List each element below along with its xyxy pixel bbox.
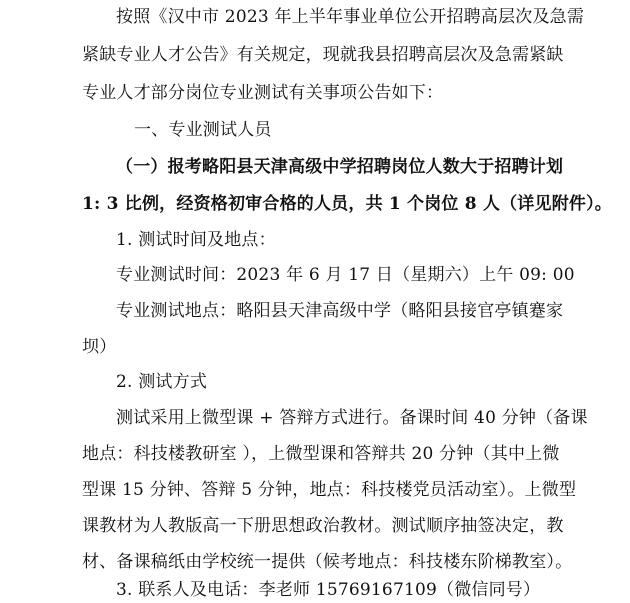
method-paragraph-line-1: 测试采用上微型课 + 答辩方式进行。备课时间 40 分钟（备课 <box>116 408 588 428</box>
section-heading-test-personnel: 一、专业测试人员 <box>134 120 272 140</box>
contact-line: 3. 联系人及电话：李老师 15769167109（微信同号） <box>116 580 541 600</box>
subsection-heading-line-1: （一）报考略阳县天津高级中学招聘岗位人数大于招聘计划 <box>116 157 564 177</box>
method-paragraph-line-4: 课教材为人教版高一下册思想政治教材。测试顺序抽签决定，教 <box>82 516 564 536</box>
paragraph-intro-line-1: 按照《汉中市 2023 年上半年事业单位公开招聘高层次及急需 <box>116 7 585 27</box>
subsection-heading-line-2: 1: 3 比例，经资格初审合格的人员，共 1 个岗位 8 人（详见附件）。 <box>82 194 612 214</box>
method-paragraph-line-3: 型课 15 分钟、答辩 5 分钟，地点：科技楼党员活动室）。上微型 <box>82 480 577 500</box>
paragraph-intro-line-3: 专业人才部分岗位专业测试有关事项公告如下： <box>82 83 444 103</box>
method-paragraph-line-5: 材、备课稿纸由学校统一提供（候考地点：科技楼东阶梯教室）。 <box>82 552 573 572</box>
test-time-line: 专业测试时间：2023 年 6 月 17 日（星期六）上午 09: 00 <box>116 265 575 285</box>
test-location-line-1: 专业测试地点：略阳县天津高级中学（略阳县接官亭镇蹇家 <box>116 301 564 321</box>
item-heading-test-method: 2. 测试方式 <box>116 372 208 392</box>
item-heading-time-location: 1. 测试时间及地点： <box>116 230 276 250</box>
method-paragraph-line-2: 地点：科技楼教研室 ），上微型课和答辩共 20 分钟（其中上微 <box>82 444 560 464</box>
paragraph-intro-line-2: 紧缺专业人才公告》有关规定，现就我县招聘高层次及急需紧缺 <box>82 45 564 65</box>
test-location-line-2: 坝） <box>82 337 117 357</box>
